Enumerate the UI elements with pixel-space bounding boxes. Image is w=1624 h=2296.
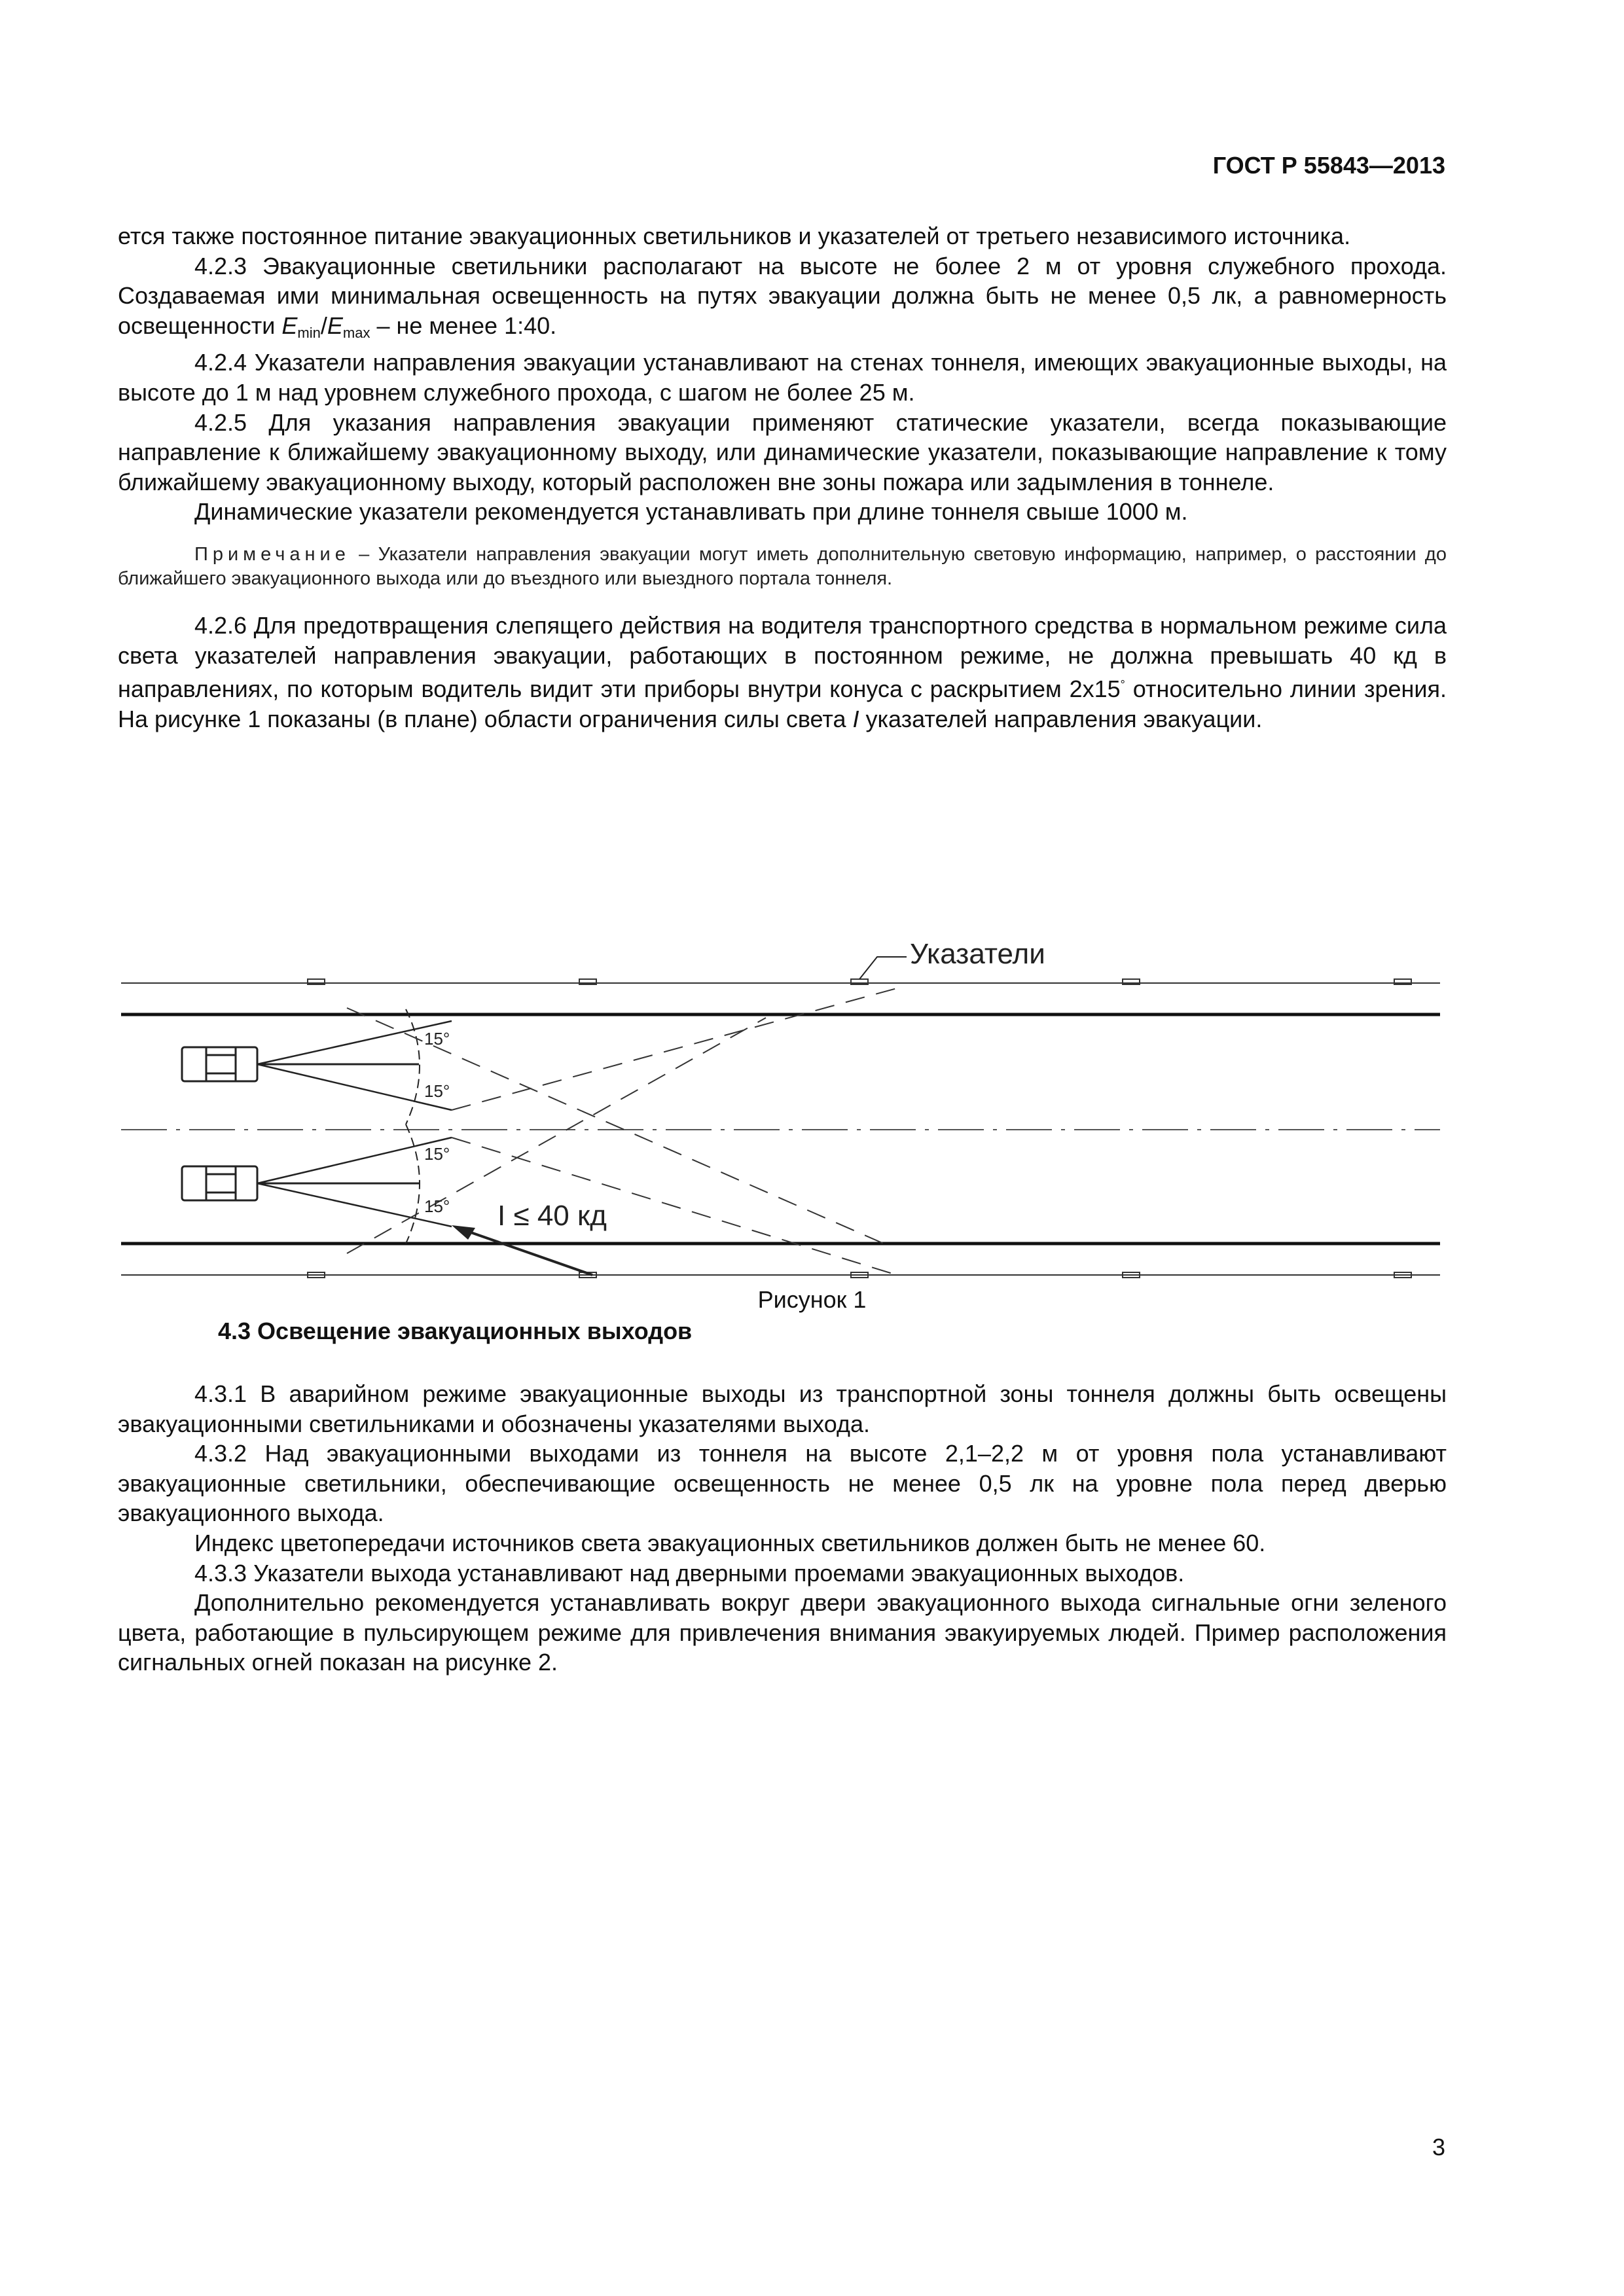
angle-label-4: 15° — [424, 1196, 450, 1216]
boundary-line-1 — [452, 988, 897, 1110]
degree-sign: ° — [1120, 678, 1125, 692]
paragraph-4-2-6 — [118, 611, 1447, 734]
angle-label-3: 15° — [424, 1144, 450, 1164]
figure-caption: Рисунок 1 — [757, 1286, 867, 1313]
cone-bottom-lower — [257, 1183, 452, 1227]
car-bottom — [182, 1166, 257, 1200]
paragraph-dynamic-signs: Динамические указатели рекомендуется устанавливать при длине тоннеля свыше 1000 м. — [194, 498, 1188, 526]
paragraph-4-2-3-tail: – не менее 1:40. — [370, 312, 557, 339]
intensity-arrow-line — [461, 1229, 592, 1275]
note-dash: – — [350, 543, 378, 565]
paragraph-4-3-1: 4.3.1 В аварийном режиме эвакуационные выходы из транспортной зоны тоннеля должны быть освещены эвакуационными светильниками и обозначены указателями выхода. — [118, 1380, 1447, 1437]
symbol-e-2: E — [327, 312, 343, 339]
tunnel-plan-figure — [111, 916, 1447, 1283]
signs-leader — [859, 957, 907, 979]
symbol-slash: / — [320, 312, 327, 339]
cone-bottom-upper — [257, 1138, 452, 1183]
note — [118, 543, 1447, 591]
paragraph-4-2-4: 4.2.4 Указатели направления эвакуации устанавливают на стенах тоннеля, имеющих эвакуационные выходы, на высоте до 1 м над уровнем служебного прохода, с шагом не более 25 м. — [118, 349, 1447, 406]
paragraph-4-2-6-text-3: указателей направления эвакуации. — [859, 705, 1263, 732]
subscript-min: min — [297, 324, 321, 341]
section-4-3-heading: 4.3 Освещение эвакуационных выходов — [218, 1318, 693, 1344]
paragraph-4-2-3 — [118, 251, 1447, 348]
paragraph-signal-lights: Дополнительно рекомендуется устанавливать вокруг двери эвакуационного выхода сигнальные огни зеленого цвета, работающие в пульсирующем режиме для привлечения внимания эвакуируемых людей. Пример расположения сигнальных огней показан на рисунке 2. — [118, 1589, 1447, 1676]
car-top — [182, 1047, 257, 1081]
angle-label-1: 15° — [424, 1029, 450, 1049]
paragraph-4-3-2: 4.3.2 Над эвакуационными выходами из тоннеля на высоте 2,1–2,2 м от уровня пола устанавливают эвакуационные светильники, обеспечивающие освещенность не менее 0,5 лк на уровне пола перед дверью эвакуационного выхода. — [118, 1440, 1447, 1527]
paragraph-4-2-5: 4.2.5 Для указания направления эвакуации применяют статические указатели, всегда показывающие направление к ближайшему эвакуационному выходу, или динамические указатели, показывающие направление к тому ближайшему эвакуационному выходу, который расположен вне зоны пожара или задымления в тоннеле. — [118, 408, 1447, 495]
paragraph-continuation: ется также постоянное питание эвакуационных светильников и указателей от третьего независимого источника. — [118, 223, 1351, 249]
symbol-i: I — [852, 705, 859, 732]
intensity-arrow-head — [452, 1225, 475, 1240]
subscript-max: max — [342, 324, 370, 341]
page-number: 3 — [1432, 2134, 1445, 2161]
angle-label-2: 15° — [424, 1081, 450, 1101]
lower-text-block — [118, 1379, 1447, 1677]
note-label: Примечание — [194, 543, 350, 565]
paragraph-color-index: Индекс цветопередачи источников света эвакуационных светильников должен быть не менее 60. — [194, 1529, 1266, 1556]
signs-label: Указатели — [910, 938, 1045, 970]
upper-text-block — [118, 221, 1447, 734]
intensity-label: I ≤ 40 кд — [497, 1200, 607, 1232]
cone-top-lower — [257, 1064, 452, 1110]
document-number: ГОСТ Р 55843—2013 — [1212, 152, 1445, 179]
cone-top-upper — [257, 1021, 452, 1064]
paragraph-4-2-3-text: 4.2.3 Эвакуационные светильники располагают на высоте не более 2 м от уровня служебного прохода. Создаваемая ими минимальная освещенность на путях эвакуации должна быть не менее 0,5 лк, а равномерность освещенности — [118, 252, 1447, 339]
note-text: Указатели направления эвакуации могут иметь дополнительную световую информацию, например, о расстоянии до ближайшего эвакуационного выхода или до въездного или выездного портала тоннеля. — [118, 543, 1447, 589]
angle-arc-top — [406, 1009, 420, 1124]
paragraph-4-2-6-text: 4.2.6 Для предотвращения слепящего действия на водителя транспортного средства в нормальном режиме сила света указателей направления эвакуации, работающих в постоянном режиме, не должна превышать 40 кд в направлениях, по которым водитель видит эти приборы внутри конуса с раскрытием 2х15 — [118, 611, 1447, 703]
paragraph-4-3-3: 4.3.3 Указатели выхода устанавливают над дверными проемами эвакуационных выходов. — [194, 1559, 1185, 1587]
symbol-e: E — [281, 312, 298, 339]
paragraph-4-2-6-text-2: относительно линии зрения. На рисунке 1 показаны (в плане) области ограничения силы света — [118, 675, 1447, 732]
